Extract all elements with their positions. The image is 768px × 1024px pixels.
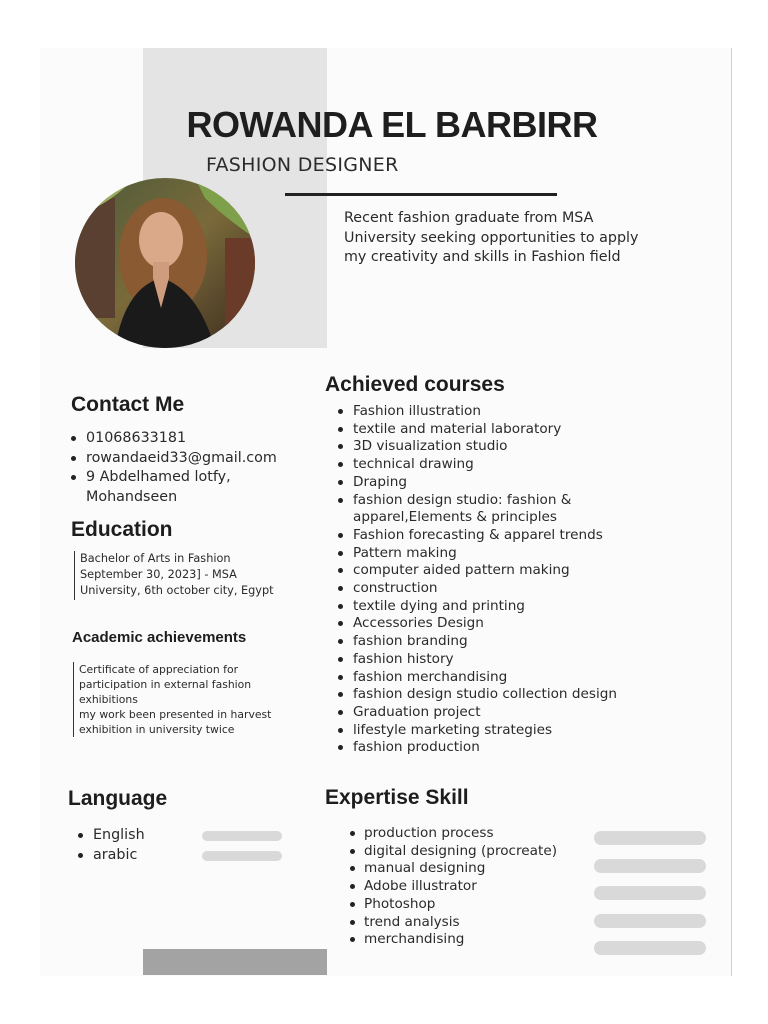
skill-item: digital designing (procreate) (350, 843, 590, 861)
education-entry (74, 551, 306, 600)
degree: Bachelor of Arts in Fashion (80, 552, 231, 565)
course-item: textile dying and printing (337, 598, 637, 616)
course-item: fashion production (337, 739, 637, 757)
address-line-2: Mohandseen (86, 488, 178, 505)
language-heading: Language (68, 787, 168, 810)
course-item: computer aided pattern making (337, 562, 637, 580)
contact-address (70, 468, 300, 507)
skill-level-bar (594, 914, 706, 928)
academic-line-4: my work been presented in harvest (79, 708, 272, 722)
skill-item: manual designing (350, 860, 590, 878)
course-item: Fashion forecasting & apparel trends (337, 527, 637, 545)
skill-level-bar (594, 941, 706, 955)
course-item-line-1: fashion design studio: fashion & (353, 491, 572, 508)
page-edge-line (731, 48, 732, 976)
candidate-name: ROWANDA EL BARBIRR (186, 104, 598, 145)
academic-heading: Academic achievements (72, 629, 247, 646)
skill-level-bar (594, 831, 706, 845)
skill-item: Photoshop (350, 896, 590, 914)
portrait-illustration (75, 178, 255, 348)
school: University, 6th october city, Egypt (80, 584, 274, 598)
academic-line-5: exhibition in university twice (79, 723, 235, 737)
profile-summary: Recent fashion graduate from MSA University seeking opportunities to apply my creativity and skills in Fashion field (344, 210, 639, 265)
language-level-bar (202, 851, 282, 861)
education-heading: Education (71, 518, 173, 541)
course-item: lifestyle marketing strategies (337, 722, 637, 740)
course-item: Draping (337, 474, 637, 492)
courses-heading: Achieved courses (325, 373, 505, 396)
course-item: 3D visualization studio (337, 438, 637, 456)
skill-item: Adobe illustrator (350, 878, 590, 896)
skill-item: trend analysis (350, 914, 590, 932)
contact-heading: Contact Me (71, 393, 185, 416)
education-date: September 30, 2023] - MSA (80, 568, 237, 582)
courses-list (337, 403, 637, 757)
course-item: fashion history (337, 651, 637, 669)
course-item: construction (337, 580, 637, 598)
course-item: Accessories Design (337, 615, 637, 633)
skills-list (350, 825, 590, 949)
skills-heading: Expertise Skill (325, 786, 469, 809)
course-item: technical drawing (337, 456, 637, 474)
language-item: English (78, 826, 198, 846)
language-level-bar (202, 831, 282, 841)
course-item: Fashion illustration (337, 403, 637, 421)
phone-number: 01068633181 (86, 430, 187, 446)
skill-item: merchandising (350, 931, 590, 949)
skill-level-bar (594, 859, 706, 873)
course-item: fashion design studio collection design (337, 686, 637, 704)
skill-level-bar (594, 886, 706, 900)
contact-email (70, 449, 300, 469)
course-item: textile and material laboratory (337, 421, 637, 439)
contact-phone (70, 429, 300, 449)
contact-list (70, 429, 300, 507)
email-address: rowandaeid33@gmail.com (86, 449, 277, 466)
language-list (78, 826, 198, 865)
course-item (337, 492, 637, 527)
course-item: Graduation project (337, 704, 637, 722)
course-item: fashion branding (337, 633, 637, 651)
title-divider (285, 193, 557, 196)
course-item-line-2: apparel,Elements & principles (353, 509, 557, 526)
job-title: FASHION DESIGNER (206, 154, 399, 176)
academic-entry (73, 662, 303, 737)
language-item: arabic (78, 846, 198, 866)
course-item: fashion merchandising (337, 669, 637, 687)
academic-line-2: participation in external fashion (79, 678, 252, 692)
course-item: Pattern making (337, 545, 637, 563)
academic-line-3: exhibitions (79, 693, 138, 707)
footer-grey-block (143, 949, 327, 975)
address-line-1: 9 Abdelhamed lotfy, (86, 469, 231, 485)
academic-line-1: Certificate of appreciation for (79, 663, 239, 676)
skill-item: production process (350, 825, 590, 843)
profile-photo (75, 178, 255, 348)
